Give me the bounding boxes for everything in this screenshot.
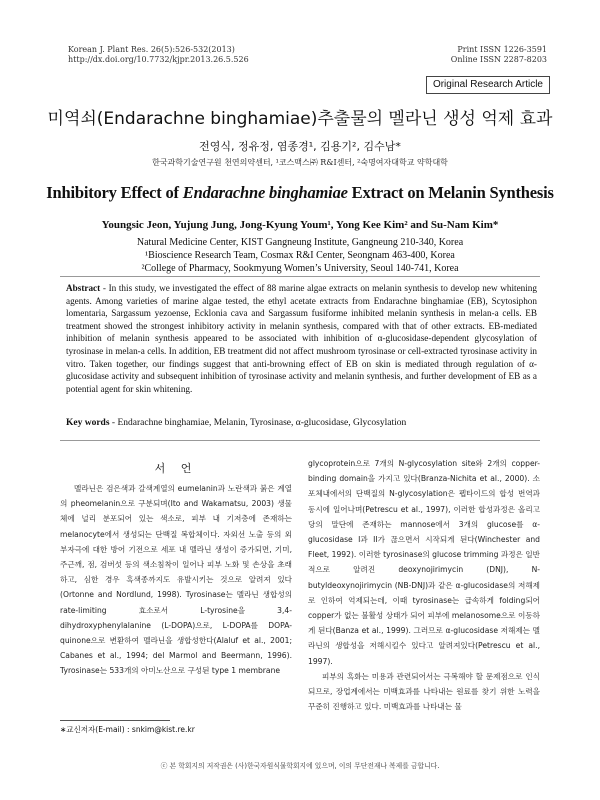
korean-title: 미역쇠(Endarachne binghamiae)추출물의 멜라닌 생성 억제 효과 <box>47 109 553 129</box>
korean-affiliations: 한국과학기술연구원 천연의약센터, ¹코스맥스㈜ R&I센터, ²숙명여자대학교 약학대학 <box>152 158 448 167</box>
keywords-text: - Endarachne binghamiae, Melanin, Tyrosinase, α-glucosidase, Glycosylation <box>109 418 407 428</box>
keywords-label: Key words <box>66 418 110 428</box>
issn-block <box>451 45 547 65</box>
abstract-label: Abstract <box>66 283 101 293</box>
article-type-badge: Original Research Article <box>426 76 550 94</box>
abstract-top-rule <box>60 276 540 277</box>
copyright-footer: ⓒ 본 학회지의 저작권은 (사)한국자원식물학회지에 있으며, 이의 무단전재나 복제를 금합니다. <box>160 762 440 770</box>
journal-citation <box>68 45 249 65</box>
affiliation-1: Natural Medicine Center, KIST Gangneung Institute, Gangneung 210-340, Korea <box>136 237 464 248</box>
keywords <box>66 418 406 428</box>
title-species: Endarachne binghamiae <box>182 183 348 202</box>
intro-paragraph: 멜라닌은 검은색과 갈색계열의 eumelanin과 노란색과 붉은 계열의 pheomelanin으로 구분되며(Ito and Wakamatsu, 2003) 생물체에 널리 분포되어 있는 색소로, 피부 내 기저층에 존재하는 melanocyte에서 생성되는 단백질 복합체이다. 자외선 노출 등의 외부자극에 대한 방어 기전으로 세포 내 멜라닌 생성이 증가되면, 기미, 주근깨, 점, 검버섯 등의 색소침착이 일어나 피부 노화 및 손상을 초래하고, 심한 경우 흑색종까지도 유발시키는 것으로 알려져 있다(Ortonne and Nordlund, 1998). Tyrosinase는 멜라닌 생합성의 rate-limiting 효소로서 L-tyrosine을 3,4-dihydroxyphenylalanine (L-DOPA)으로, L-DOPA를 DOPA-quinone으로 변환하여 멜라닌을 생합성한다(Alaluf et al., 2001; Cabanes et al., 1994; del Marmol and Beermann, 1996). Tyrosinase는 533개의 아미노산으로 구성된 type 1 membrane <box>60 484 292 676</box>
intro-right-column <box>308 456 540 714</box>
english-affiliations <box>0 236 600 275</box>
corresponding-author: ∗교신저자(E-mail) : snkim@kist.re.kr <box>60 725 195 734</box>
footnote-rule <box>60 720 170 721</box>
keywords-bottom-rule <box>60 440 540 441</box>
issn-online: Online ISSN 2287-8203 <box>450 55 547 64</box>
korean-authors: 전영식, 정유정, 염종경¹, 김용기², 김수남* <box>199 140 401 153</box>
journal-line-1: Korean J. Plant Res. 26(5):526-532(2013) <box>68 45 235 54</box>
issn-print: Print ISSN 1226-3591 <box>457 45 547 54</box>
intro-paragraph: 피부의 흑화는 미용과 관련되어서는 극복해야 할 문제점으로 인식되므로, 장업계에서는 미백효과를 나타내는 원료를 찾기 위한 노력을 꾸준히 진행하고 있다. 미백효과를 나타내는 물 <box>308 671 540 712</box>
intro-left-column <box>60 481 292 679</box>
intro-paragraph: glycoprotein으로 7개의 N-glycosylation site와 2개의 copper-binding domain을 가지고 있다(Branza-Nichita et al., 2000). 소포체내에서의 단백질의 N-glycosylation은 펩타이드의 합성 번역과 동시에 일어나며(Petrescu et al., 1997), 이러한 합성과정은 올리고당의 말단에 존재하는 mannose에서 3개의 glucose를 α-glucosidase I과 II가 끊으면서 시작되게 된다(Winchester and Fleet, 1992). 이러한 tyrosinase의 glucose trimming 과정은 일반적으로 알려진 deoxynojirimycin (DNJ), N-butyldeoxynojirimycin (NB-DNJ)과 같은 α-glucosidase의 저해제로 인하여 억제되는데, 이때 tyrosinase는 급속하게 folding되어 copper가 없는 불활성 상태가 되어 피부에 melanosome으로 이동하게 된다(Banza et al., 1999). 그러므로 α-glucosidase 저해제는 멜라닌의 생합성을 저해시킬수 있다고 알려져있다(Petrescu et al., 1997). <box>308 459 541 666</box>
abstract <box>66 282 537 395</box>
abstract-text: - In this study, we investigated the effect of 88 marine algae extracts on melanin synthesis to develop new whitening agents. Among varieties of marine algae tested, the ethyl acetate extracts from Endarachne binghamiae (EB), Scytosiphon lomentaria, Sargassum yezoense, Ecklonia cava and Sargassum fusiforme inhibited melanin synthesis in melan-a cells. EB treatment showed the strongest inhibitory activity in melanin synthesis, compared with that of other extracts. EB-mediated inhibition of melanin synthesis appeared to be associated with inhibition of α-glucosidase-dependent glycosylation of tyrosinase in melan-a cells. In addition, EB treatment did not affect mushroom tyrosinase or cell-extracted tyrosinase activity in vitro. Taken together, our findings suggest that anti-browning effect of EB on skin is mediated through regulation of α-glucosidase activity and subsequent inhibition of tyrosinase activity and melanin synthesis, and further development of EB as a potential agent for skin whitening. <box>66 283 537 394</box>
title-post: Extract on Melanin Synthesis <box>347 183 554 202</box>
title-pre: Inhibitory Effect of <box>46 183 183 202</box>
english-title <box>0 183 600 203</box>
english-authors: Youngsic Jeon, Yujung Jung, Jong-Kyung Youm¹, Yong Kee Kim² and Su-Nam Kim* <box>101 219 499 231</box>
affiliation-3: ²College of Pharmacy, Sookmyung Women’s University, Seoul 140-741, Korea <box>141 263 459 274</box>
affiliation-2: ¹Bioscience Research Team, Cosmax R&I Center, Seongnam 463-400, Korea <box>145 250 455 261</box>
doi-link[interactable]: http://dx.doi.org/10.7732/kjpr.2013.26.5.526 <box>68 55 249 64</box>
section-title-introduction: 서 언 <box>154 462 198 475</box>
